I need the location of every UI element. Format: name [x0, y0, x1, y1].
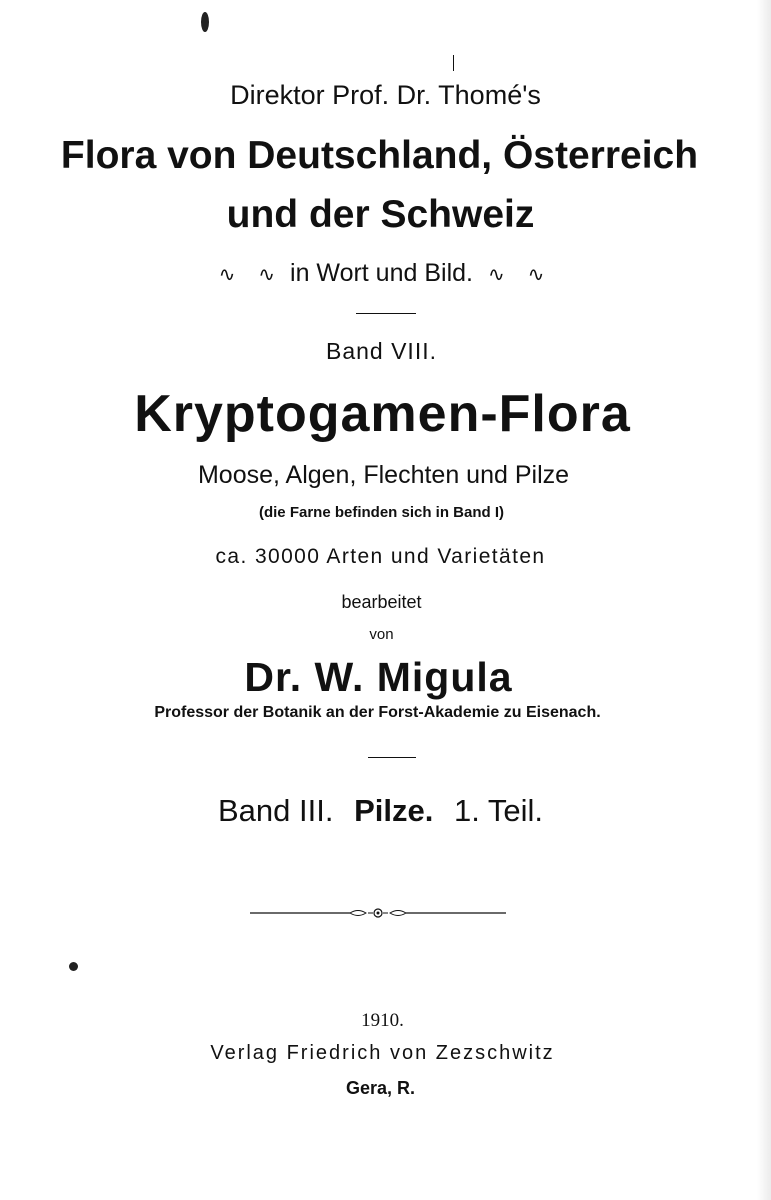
ornament-icon: ∿: [527, 263, 545, 286]
part-topic: Pilze.: [354, 793, 434, 828]
part-line: [0, 793, 766, 829]
note-line: (die Farne befinden sich in Band I): [258, 504, 505, 521]
stray-mark: [453, 55, 454, 71]
count-line: ca. 30000 Arten und Varietäten: [215, 545, 546, 568]
divider-rule: [368, 757, 416, 758]
title-line-1: Flora von Deutschland, Österreich: [60, 134, 699, 177]
edited-label: bearbeitet: [341, 592, 422, 612]
divider-rule: [356, 313, 416, 314]
imprint-year: 1910.: [361, 1010, 404, 1031]
ornament-icon: ∿: [218, 263, 236, 286]
part-teil: 1. Teil.: [453, 793, 544, 828]
main-title: Kryptogamen-Flora: [134, 385, 631, 443]
editor-position: Professor der Botanik an der Forst-Akademie zu Eisenach.: [154, 704, 601, 721]
ink-speck: [69, 962, 78, 971]
ornament-icon: ∿: [487, 263, 505, 286]
subtitle: in Wort und Bild.: [290, 259, 473, 287]
title-line-2: und der Schweiz: [226, 193, 535, 236]
subtitle-line: [0, 259, 767, 288]
by-label: von: [369, 626, 394, 643]
author-line: Direktor Prof. Dr. Thomé's: [230, 80, 541, 110]
ink-speck: [201, 12, 209, 32]
imprint-publisher: Verlag Friedrich von Zezschwitz: [210, 1042, 555, 1064]
editor-name: Dr. W. Migula: [244, 654, 513, 700]
contents-line: Moose, Algen, Flechten und Pilze: [197, 461, 570, 489]
part-band: Band III.: [217, 793, 334, 828]
imprint-place: Gera, R.: [345, 1078, 416, 1098]
flourish-ornament: [250, 904, 506, 922]
ornament-icon: ∿: [258, 263, 276, 286]
band-label: Band VIII.: [325, 338, 437, 364]
